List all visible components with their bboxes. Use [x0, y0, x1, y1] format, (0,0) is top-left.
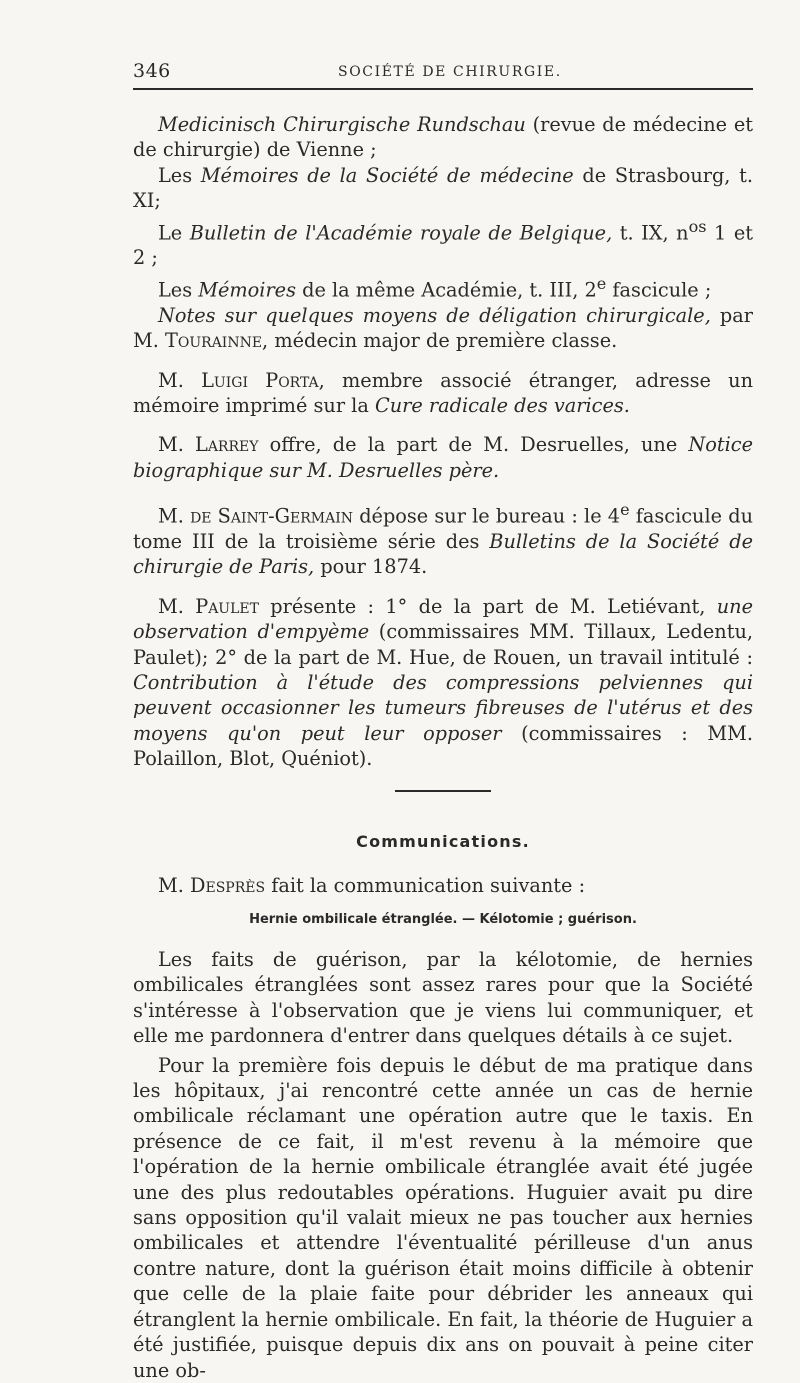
work-title: Contribution à l'étude des compressions pelviennes qui peuvent occasionner les tumeurs fibreuses de l'utérus et des moyens qu'on peut leur opposer [133, 670, 753, 745]
author-name: Luigi Porta, [201, 368, 325, 392]
journal-title: Bulletin de l'Académie royale de Belgique, [189, 221, 613, 245]
communication-paragraph-2: Pour la première fois depuis le début de ma pratique dans les hôpitaux, j'ai rencontré cette année un cas de hernie ombilicale réclamant une opération autre que le taxis. En présence de ce fait, il m'est revenu à la mémoire que l'opération de la hernie ombilicale étranglée avait été jugée une des plus redoutables opérations. Huguier avait pu dire sans opposition qu'il valait mieux ne pas toucher aux hernies ombilicales et attendre l'éventualité périlleuse d'un anus contre nature, dont la guérison était moins difficile à obtenir que celle de la plaie faite pour débrider les anneaux qui étranglent la hernie ombilicale. En fait, la théorie de Huguier a été justifiée, puisque depuis dix ans on pouvait à peine citer une ob- [133, 1053, 753, 1382]
author-name: Larrey [195, 433, 259, 457]
section-divider [395, 790, 491, 792]
body-text [133, 112, 753, 1383]
page-header [133, 58, 753, 90]
work-title: une observation d'empyème [133, 594, 753, 644]
running-title: SOCIÉTÉ DE CHIRURGIE. [338, 64, 562, 80]
work-title: Bulletins de la Société de chirurgie de Paris, [133, 529, 753, 579]
communication-intro: M. Desprès fait la communication suivante : [158, 873, 586, 897]
list-item-memoires-academie: Les Mémoires de la même Académie, t. III, 2e fascicule ; [158, 273, 712, 302]
paragraph-saint-germain: M. de Saint-Germain dépose sur le bureau : le 4e fascicule du tome III de la troisième série des Bulletins de la Société de chirurgie de Paris, pour 1874. [133, 500, 753, 579]
paragraph-porta: M. Luigi Porta, membre associé étranger, adresse un mémoire imprimé sur la Cure radicale des varices. [133, 368, 753, 417]
work-title: Cure radicale des varices. [374, 393, 630, 417]
list-item-rundschau: Medicinisch Chirurgische Rundschau (revue de médecine et de chirurgie) de Vienne ; [133, 113, 753, 162]
author-name: de Saint-Germain [190, 504, 354, 528]
paragraph-larrey: M. Larrey offre, de la part de M. Desruelles, une Notice biographique sur M. Desruelles père. [133, 433, 753, 482]
page-number: 346 [133, 60, 171, 82]
communication-paragraph-1: Les faits de guérison, par la kélotomie, de hernies ombilicales étranglées sont assez rares pour que la Société s'intéresse à l'observation que je viens lui communiquer, et elle me pardonnera d'entrer dans quelques détails à ce sujet. [133, 948, 753, 1048]
author-name: Desprès [190, 873, 266, 897]
paragraph-paulet: M. Paulet présente : 1° de la part de M. Letiévant, une observation d'empyème (commissaires MM. Tillaux, Ledentu, Paulet); 2° de la part de M. Hue, de Rouen, un travail intitulé : Contribution à l'étude des compressions pelviennes qui peuvent occasionner les tumeurs fibreuses de l'utérus et des moyens qu'on peut leur opposer (commissaires : MM. Polaillon, Blot, Quéniot). [133, 594, 753, 771]
section-heading: Communications. [356, 831, 530, 851]
page-content [133, 58, 753, 1383]
communication-subtitle: Hernie ombilicale étranglée. — Kélotomie ; guérison. [249, 912, 637, 928]
author-name: Paulet [195, 594, 259, 618]
journal-title: Mémoires [198, 278, 296, 302]
work-title: Notes sur quelques moyens de déligation chirurgicale, [158, 303, 711, 327]
list-item-memoires-strasbourg: Les Mémoires de la Société de médecine de Strasbourg, t. XI; [133, 163, 753, 213]
work-title: Notice biographique sur M. Desruelles père. [133, 433, 753, 482]
list-item-notes-deligation: Notes sur quelques moyens de déligation chirurgicale, par M. Tourainne, médecin major de première classe. [133, 303, 753, 353]
journal-title: Medicinisch Chirurgische Rundschau [158, 113, 526, 136]
author-name: Tourainne, [165, 329, 269, 353]
journal-title: Mémoires de la Société de médecine [200, 163, 574, 187]
list-item-bulletin-belgique: Le Bulletin de l'Académie royale de Belgique, t. IX, $n^{os}$ 1 et 2 ; [133, 216, 754, 270]
